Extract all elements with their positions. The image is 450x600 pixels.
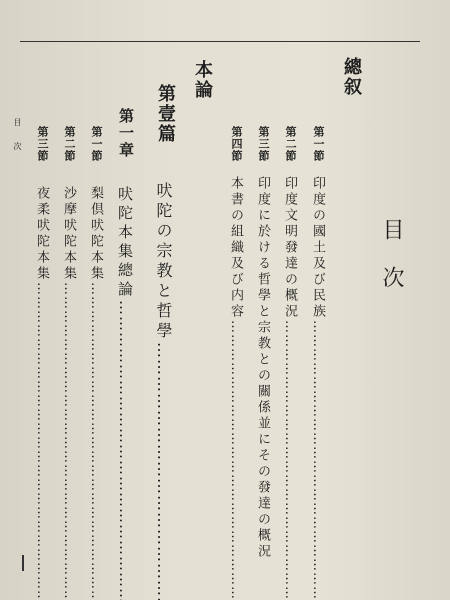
part-1-title: 吠陀の宗教と哲學 …………………………………………………………………… bbox=[155, 182, 171, 600]
intro-entry-4: 本書の組織及び内容 …………………………………………………………………… bbox=[229, 176, 242, 600]
page-number bbox=[22, 555, 24, 571]
chapter-entry-2-label: 第二節 bbox=[63, 126, 76, 162]
section-main-heading: 本論 bbox=[192, 60, 213, 100]
intro-entry-2: 印度文明發達の概況 …………………………………………………………………… bbox=[283, 176, 296, 600]
intro-entry-1: 印度の國土及び民族 …………………………………………………………………… bbox=[311, 176, 324, 600]
leader-dots bbox=[282, 320, 297, 600]
leader-dots bbox=[61, 282, 76, 600]
chapter-entry-2: 沙摩吠陀本集 …………………………………………………………………… bbox=[62, 186, 75, 600]
leader-dots bbox=[154, 342, 173, 600]
section-intro-heading: 總叙 bbox=[341, 57, 362, 97]
leader-dots bbox=[310, 320, 325, 600]
intro-entry-3-label: 第三節 bbox=[257, 126, 270, 162]
part-1-heading: 第壹篇 bbox=[155, 84, 176, 144]
margin-label: 目次 bbox=[13, 118, 22, 166]
chapter-1-title: 吠陀本集總論 …………………………………………………………………… bbox=[117, 186, 132, 600]
intro-entry-4-label: 第四節 bbox=[230, 126, 243, 162]
leader-dots bbox=[228, 320, 243, 600]
intro-entry-3: 印度に於ける哲學と宗教との關係並にその發達の概況 bbox=[255, 176, 270, 560]
leader-dots bbox=[34, 282, 49, 600]
leader-dots bbox=[88, 282, 103, 600]
header-rule bbox=[20, 41, 420, 42]
chapter-1-label: 第一章 bbox=[117, 108, 135, 159]
chapter-entry-3: 夜柔吠陀本集 …………………………………………………………………… bbox=[35, 186, 48, 600]
intro-entry-1-label: 第一節 bbox=[312, 126, 325, 162]
chapter-entry-1: 梨倶吠陀本集 …………………………………………………………………… bbox=[89, 186, 102, 600]
page-title: 目次 bbox=[379, 218, 404, 314]
leader-dots bbox=[116, 300, 134, 600]
intro-entry-2-label: 第二節 bbox=[284, 126, 297, 162]
chapter-entry-3-label: 第三節 bbox=[36, 126, 49, 162]
chapter-entry-1-label: 第一節 bbox=[90, 126, 103, 162]
